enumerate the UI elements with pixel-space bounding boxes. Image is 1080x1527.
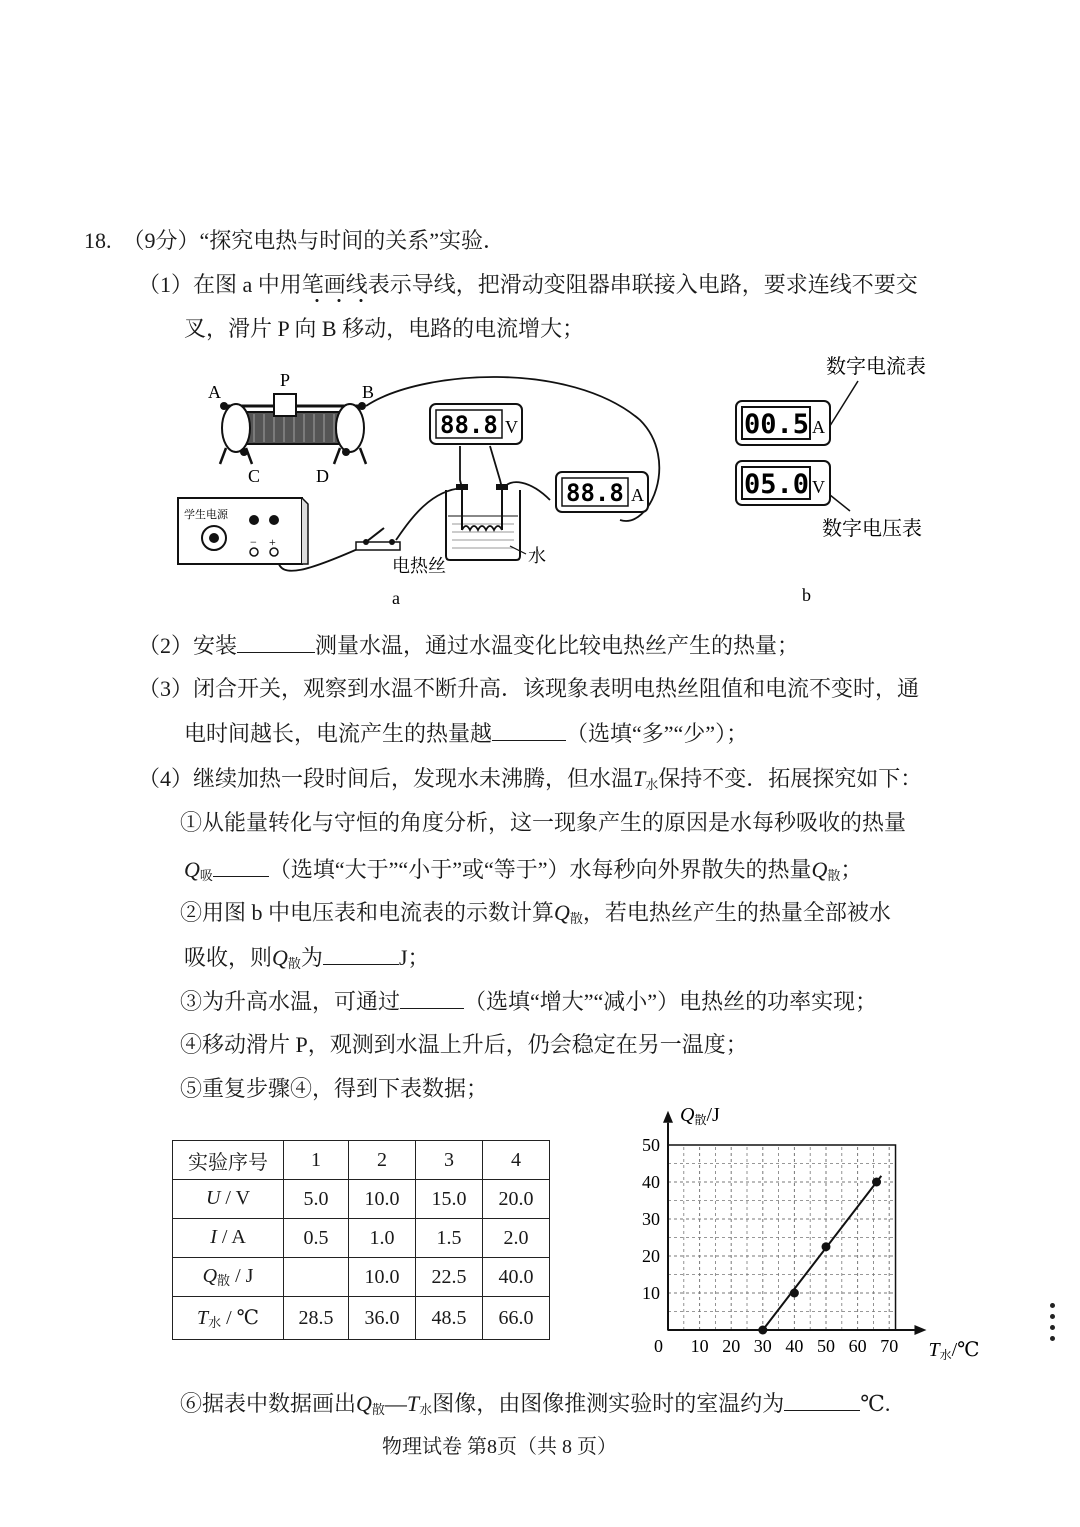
beaker [446,484,520,560]
voltmeter-b-display: 05.0 [744,469,810,500]
table-cell: 40.0 [483,1258,550,1297]
rheostat [220,394,366,464]
part4-intro-sub: 水 [645,777,659,792]
part2-text-a: 安装 [193,633,238,658]
item2-text-c: 吸收，则 [184,945,273,970]
item2-text-d: 为 [300,945,323,970]
table-cell: 28.5 [284,1297,349,1340]
part1-line2: 叉，滑片 P 向 B 移动，电路的电流增大； [184,316,585,341]
rheostat-label-B: B [362,382,375,402]
item2-Q-sub: 散 [569,911,583,926]
part4-intro-T: T [633,766,646,791]
figure-b-caption: b [802,585,811,605]
question-score: （9分） [122,228,200,253]
part4-item2-line1 [180,898,891,934]
y-tick-label: 50 [642,1135,660,1155]
part3-line2 [184,718,748,749]
table-cell: 10.0 [349,1180,416,1219]
table-header-trial: 4 [483,1141,550,1180]
figure-b [720,345,980,610]
ammeter-a-display: 88.8 [566,479,624,507]
part4-item3 [180,986,877,1017]
table-cell: 0.5 [284,1219,349,1258]
rheostat-label-D: D [316,466,329,486]
item2-text-b: ，若电热丝产生的热量全部被水 [582,900,891,925]
voltmeter-b-unit: V [812,477,825,497]
part4-item2-line2 [184,942,430,979]
table-row [173,1297,550,1340]
part2-blank[interactable] [237,630,315,653]
item6-T: T [406,1391,420,1416]
part4-item4: ④移动滑片 P，观测到水温上升后，仍会稳定在另一温度； [180,1032,748,1057]
water-label: 水 [528,546,546,566]
ammeter-a-unit: A [631,485,644,505]
table-cell: 15.0 [416,1180,483,1219]
y-tick-label: 20 [642,1246,660,1266]
table-header-label: 实验序号 [173,1141,284,1180]
part4-item2-blank[interactable] [323,942,399,965]
rheostat-label-A: A [208,382,221,402]
part4-item3-blank[interactable] [400,986,464,1009]
voltmeter-a [430,404,522,444]
voltmeter-b [736,461,830,505]
x-tick-label: 70 [880,1336,899,1356]
data-point [758,1326,767,1335]
heater-label: 电热丝 [392,556,446,576]
ammeter-b-unit: A [812,417,825,437]
item6-Q: Q [356,1391,372,1416]
origin-label: 0 [654,1336,663,1356]
table-cell: 48.5 [416,1297,483,1340]
part3-text2b: （选填“多”“少”）； [566,721,749,746]
part2-text-b: 测量水温，通过水温变化比较电热丝产生的热量； [315,633,800,658]
switch [356,528,400,550]
data-point [822,1242,831,1251]
y-tick-label: 30 [642,1209,660,1229]
table-cell: 36.0 [349,1297,416,1340]
part1-label: （1） [138,272,194,297]
item2-Q2: Q [272,945,288,970]
item6-text-c: ℃. [860,1391,891,1416]
figure-a [170,360,690,610]
table-row-label: $Q_散$ / J [173,1258,284,1297]
rheostat-label-C: C [248,466,261,486]
x-tick-label: 40 [785,1336,804,1356]
table-header-trial: 1 [284,1141,349,1180]
item3-text-b: （选填“增大”“减小”）电热丝的功率实现； [464,989,878,1014]
part4-item1-line2 [184,854,862,891]
data-point [872,1178,881,1187]
table-cell: 2.0 [483,1219,550,1258]
part3-text2a: 电时间越长，电流产生的热量越 [184,721,493,746]
voltmeter-a-unit: V [505,417,518,437]
digital-ammeter-name: 数字电流表 [826,356,926,378]
item6-text-a: ⑥据表中数据画出 [180,1391,357,1416]
part4-item6-blank[interactable] [784,1388,860,1411]
table-row-label: $T_水$ / ℃ [173,1297,284,1340]
item6-text-b: 图像，由图像推测实验时的室温约为 [432,1391,785,1416]
item6-Q-sub: 散 [371,1402,385,1417]
part3-line1 [138,674,919,704]
digital-voltmeter-name: 数字电压表 [822,518,922,540]
data-table [172,1140,550,1340]
figure-a-caption: a [392,588,400,608]
x-axis-arrow [914,1325,926,1335]
item3-text-a: ③为升高水温，可通过 [180,989,401,1014]
item6-dash: — [384,1391,407,1416]
x-tick-label: 10 [690,1336,709,1356]
power-supply [178,498,308,564]
terminal-plus: + [269,535,276,549]
table-row [173,1219,550,1258]
part4-intro-a: 继续加热一段时间后，发现水未沸腾，但水温 [193,766,634,791]
part4-item6 [180,1388,890,1425]
part2-label: （2） [138,633,194,658]
part4-item1-line1: ①从能量转化与守恒的角度分析，这一现象产生的原因是水每秒吸收的热量 [180,810,907,835]
table-cell: 1.0 [349,1219,416,1258]
item1-Q2-sub: 散 [827,868,841,883]
ammeter-a [556,472,648,512]
x-tick-label: 30 [753,1336,772,1356]
part2-line [138,630,799,661]
x-tick-label: 50 [817,1336,835,1356]
part4-label: （4） [138,766,194,791]
part1-emphasis: 笔画线 [301,272,368,297]
question-title: “探究电热与时间的关系”实验． [199,228,506,253]
item1-Q2: Q [811,857,828,882]
table-row-label: U / V [173,1180,284,1219]
table-cell: 22.5 [416,1258,483,1297]
table-header-trial: 3 [416,1141,483,1180]
side-ellipsis-marks [1050,1303,1056,1347]
table-cell: 66.0 [483,1297,550,1340]
table-cell: 20.0 [483,1180,550,1219]
data-point [790,1289,799,1298]
part4-item5: ⑤重复步骤④，得到下表数据； [180,1076,489,1101]
table-row-label: I / A [173,1219,284,1258]
item1-Q-sub: 吸 [199,868,213,883]
table-cell: 1.5 [416,1219,483,1258]
table-header-trial: 2 [349,1141,416,1180]
item1-end: ； [840,857,863,882]
y-tick-label: 40 [642,1172,660,1192]
question-header [84,226,505,256]
part3-label: （3） [138,676,194,701]
part3-text1: 闭合开关，观察到水温不断升高．该现象表明电热丝阻值和电流不变时，通 [193,676,920,701]
table-cell: 10.0 [349,1258,416,1297]
y-axis-arrow [663,1111,673,1123]
table-row [173,1180,550,1219]
item1-Q: Q [184,857,200,882]
item1-mid: （选填“大于”“小于”或“等于”）水每秒向外界散失的热量 [268,857,812,882]
page-footer: 物理试卷 第8页（共 8 页） [382,1436,617,1458]
part1-line1 [138,270,918,300]
power-supply-label: 学生电源 [184,509,228,521]
question-number: 18. [84,228,112,253]
x-axis-label: T水/℃ [928,1339,980,1362]
item2-Q: Q [554,900,570,925]
part3-blank[interactable] [492,718,566,741]
y-axis-label: Q散/J [680,1103,720,1127]
x-tick-label: 20 [722,1336,741,1356]
part4-item1-blank[interactable] [213,854,269,877]
ammeter-b-display: 00.5 [744,409,810,440]
x-tick-label: 60 [848,1336,867,1356]
terminal-minus: − [250,535,257,549]
part4-intro [138,764,922,800]
voltmeter-a-display: 88.8 [440,411,498,439]
q-t-graph [620,1100,1000,1370]
y-tick-label: 10 [642,1283,660,1303]
table-row [173,1258,550,1297]
part1-text-a: 在图 a 中用 [193,272,302,297]
item2-text-e: J； [398,945,430,970]
part4-intro-b: 保持不变．拓展探究如下： [658,766,923,791]
item6-T-sub: 水 [419,1402,433,1417]
rheostat-label-P: P [280,370,291,390]
table-cell [284,1258,349,1297]
ammeter-b [736,401,830,445]
item2-text-a: ②用图 b 中电压表和电流表的示数计算 [180,900,555,925]
item2-Q2-sub: 散 [287,956,301,971]
table-header-row [173,1141,550,1180]
table-cell: 5.0 [284,1180,349,1219]
fit-line [763,1176,882,1330]
part1-text-b: 表示导线，把滑动变阻器串联接入电路，要求连线不要交 [367,272,918,297]
